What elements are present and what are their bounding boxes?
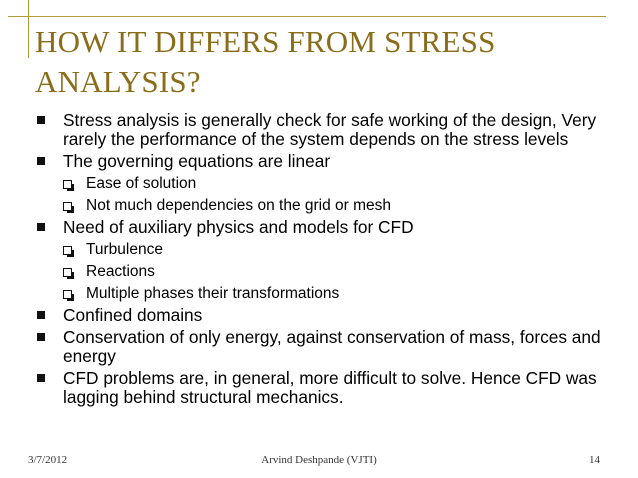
square-bullet-icon <box>37 223 45 231</box>
footer-author: Arvind Deshpande (VJTI) <box>261 454 377 466</box>
decorative-horizontal-line <box>8 16 606 17</box>
hollow-square-bullet-icon <box>63 180 72 189</box>
sub-bullet-text: Multiple phases their transformations <box>86 285 340 302</box>
hollow-square-bullet-icon <box>63 268 72 277</box>
bullet-item <box>36 218 616 237</box>
sub-bullet-text: Reactions <box>86 263 155 280</box>
sub-bullet-text: Ease of solution <box>86 175 197 192</box>
page-number: 14 <box>589 454 600 466</box>
sub-bullet-item <box>36 174 616 193</box>
bullet-list <box>36 111 616 410</box>
bullet-item <box>36 328 616 366</box>
square-bullet-icon <box>37 116 45 124</box>
hollow-square-bullet-icon <box>63 290 72 299</box>
sub-bullet-item <box>36 196 616 215</box>
footer-date: 3/7/2012 <box>28 454 68 466</box>
sub-bullet-text: Turbulence <box>86 241 163 258</box>
bullet-text: Need of auxiliary physics and models for CFD <box>63 217 414 237</box>
square-bullet-icon <box>37 157 45 165</box>
decorative-vertical-line <box>28 0 29 58</box>
sub-bullet-item <box>36 240 616 259</box>
bullet-item <box>36 152 616 171</box>
bullet-item <box>36 306 616 325</box>
square-bullet-icon <box>37 333 45 341</box>
slide-title: HOW IT DIFFERS FROM STRESS ANALYSIS? <box>35 24 496 99</box>
bullet-text: Stress analysis is generally check for safe working of the design, Very rarely the performance of the system depends on the stress levels <box>63 110 597 149</box>
bullet-text: Confined domains <box>63 305 203 325</box>
sub-bullet-item <box>36 284 616 303</box>
bullet-text: CFD problems are, in general, more difficult to solve. Hence CFD was lagging behind structural mechanics. <box>63 368 597 407</box>
square-bullet-icon <box>37 374 45 382</box>
bullet-item <box>36 111 616 149</box>
bullet-item <box>36 369 616 407</box>
bullet-text: The governing equations are linear <box>63 151 331 171</box>
square-bullet-icon <box>37 311 45 319</box>
hollow-square-bullet-icon <box>63 246 72 255</box>
bullet-text: Conservation of only energy, against conservation of mass, forces and energy <box>63 327 601 366</box>
sub-bullet-text: Not much dependencies on the grid or mesh <box>86 197 392 214</box>
sub-bullet-item <box>36 262 616 281</box>
hollow-square-bullet-icon <box>63 202 72 211</box>
